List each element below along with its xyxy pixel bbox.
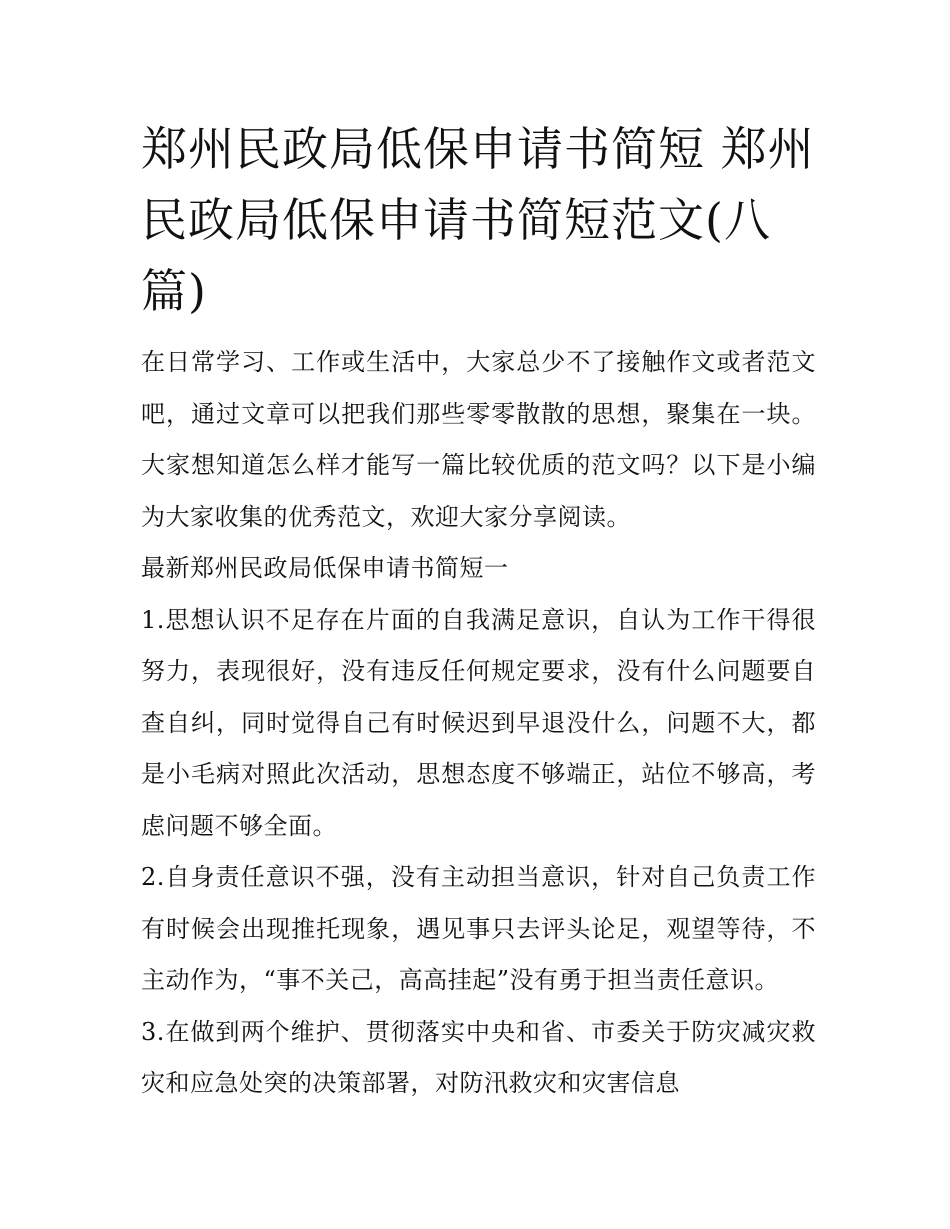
- list-item: 1.思想认识不足存在片面的自我满足意识，自认为工作干得很努力，表现很好，没有违反任何规定要求，没有什么问题要自查自纠，同时觉得自己有时候迟到早退没什么，问题不大，都是小毛病对照此次活动，思想态度不够端正，站位不够高，考虑问题不够全面。: [141, 605, 816, 840]
- section-heading: 最新郑州民政局低保申请书简短一: [141, 554, 509, 582]
- list-item: 2.自身责任意识不强，没有主动担当意识，针对自己负责工作有时候会出现推托现象，遇见事只去评头论足，观望等待，不主动作为，“事不关己，高高挂起”没有勇于担当责任意识。: [141, 863, 816, 994]
- document-content: [141, 114, 816, 1110]
- list-item: 3.在做到两个维护、贯彻落实中央和省、市委关于防灾减灾救灾和应急处突的决策部署，对防汛救灾和灾害信息: [141, 1017, 816, 1097]
- document-title: 郑州民政局低保申请书简短 郑州民政局低保申请书简短范文(八篇): [141, 122, 815, 318]
- intro-paragraph: 在日常学习、工作或生活中，大家总少不了接触作文或者范文吧，通过文章可以把我们那些零零散散的思想，聚集在一块。大家想知道怎么样才能写一篇比较优质的范文吗？以下是小编为大家收集的优秀范文，欢迎大家分享阅读。: [141, 348, 816, 531]
- document-body: [141, 337, 816, 1110]
